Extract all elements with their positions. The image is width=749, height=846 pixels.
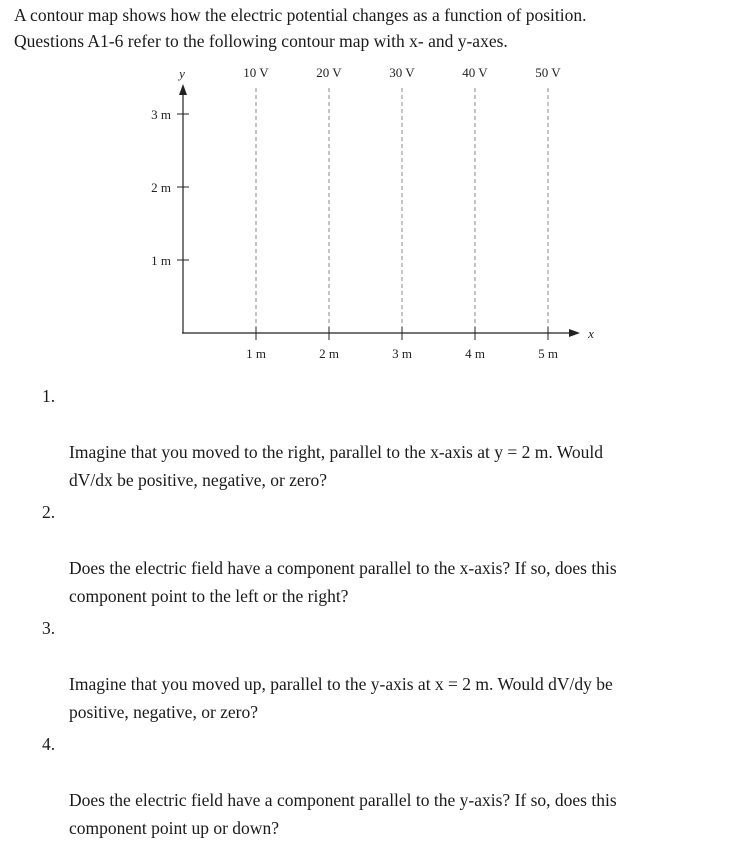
contour-label: 40 V (462, 65, 488, 80)
question-number: 1. (42, 386, 56, 406)
question-2 (42, 498, 732, 610)
y-axis-label: y (179, 66, 185, 81)
question-text: Imagine that you moved to the right, parallel to the x-axis at y = 2 m. Would dV/dx be positive, negative, or zero? (69, 442, 603, 490)
y-tick-label: 3 m (151, 107, 171, 122)
question-number: 4. (42, 734, 56, 754)
intro-line-2: Questions A1-6 refer to the following contour map with x- and y-axes. (14, 31, 508, 51)
y-axis-ticks (151, 107, 189, 268)
contour-lines (243, 65, 561, 333)
y-tick-label: 1 m (151, 253, 171, 268)
question-number: 3. (42, 618, 56, 638)
x-axis-label: x (588, 326, 594, 341)
x-tick-label: 2 m (319, 346, 339, 361)
y-tick-label: 2 m (151, 180, 171, 195)
x-axis-arrowhead (569, 329, 580, 337)
question-1 (42, 382, 732, 494)
question-4 (42, 730, 732, 842)
contour-label: 10 V (243, 65, 269, 80)
contour-label: 20 V (316, 65, 342, 80)
question-text: Does the electric field have a component parallel to the y-axis? If so, does this component point up or down? (69, 790, 617, 838)
question-text: Imagine that you moved up, parallel to the y-axis at x = 2 m. Would dV/dy be positive, negative, or zero? (69, 674, 613, 722)
x-tick-label: 1 m (246, 346, 266, 361)
question-text: Does the electric field have a component parallel to the x-axis? If so, does this component point to the left or the right? (69, 558, 617, 606)
x-axis-ticks (246, 327, 558, 361)
x-tick-label: 3 m (392, 346, 412, 361)
question-3 (42, 614, 732, 726)
contour-label: 50 V (535, 65, 561, 80)
question-number: 2. (42, 502, 56, 522)
contour-label: 30 V (389, 65, 415, 80)
question-list (42, 382, 732, 846)
x-tick-label: 5 m (538, 346, 558, 361)
y-axis-arrowhead (179, 84, 187, 95)
intro-line-1: A contour map shows how the electric potential changes as a function of position. (14, 5, 587, 25)
intro-text (14, 2, 587, 54)
x-tick-label: 4 m (465, 346, 485, 361)
